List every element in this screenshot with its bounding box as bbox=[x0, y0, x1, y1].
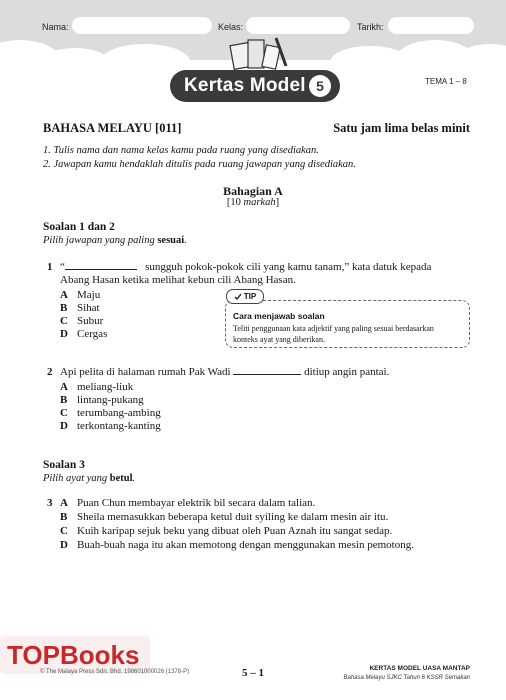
option-text: lintang-pukang bbox=[77, 394, 144, 406]
option-letter: A bbox=[60, 381, 68, 393]
option-letter: C bbox=[60, 525, 68, 537]
instruction-1: 1. Tulis nama dan nama kelas kamu pada ruang yang disediakan. bbox=[43, 145, 319, 156]
option-letter: B bbox=[60, 302, 68, 314]
option-letter: B bbox=[60, 511, 68, 523]
title-banner bbox=[170, 70, 340, 102]
option-letter: D bbox=[60, 539, 68, 551]
book-title: Bahasa Melayu SJKC Tahun 6 KSSR Semakan bbox=[343, 675, 470, 681]
option-letter: C bbox=[60, 407, 68, 419]
option-letter: B bbox=[60, 394, 68, 406]
option-text: terumbang-ambing bbox=[77, 407, 161, 419]
option-letter: A bbox=[60, 497, 68, 509]
watermark-logo: TOPBooks bbox=[7, 640, 140, 670]
group-1-instruction: Pilih jawapan yang paling sesuai. bbox=[43, 235, 187, 246]
page-title: Kertas Model bbox=[184, 75, 306, 96]
section-marks: [10 markah] bbox=[226, 197, 280, 208]
option-letter: D bbox=[60, 328, 68, 340]
nama-label: Nama: bbox=[42, 22, 69, 32]
question-1-text-line-2: Abang Hasan ketika melihat kebun cili Abang Hasan. bbox=[60, 274, 296, 286]
tema-label: TEMA 1 – 8 bbox=[425, 77, 467, 86]
tip-body-line-2: konteks ayat yang diberikan. bbox=[233, 335, 325, 344]
option-text: Kuih karipap sejuk beku yang dibuat oleh Puan Aznah itu sangat sedap. bbox=[77, 525, 393, 537]
section-title: Bahagian A bbox=[223, 184, 283, 198]
tip-badge: TIP bbox=[226, 289, 264, 304]
stationery-icon bbox=[228, 36, 290, 72]
option-text: Maju bbox=[77, 289, 101, 301]
option-text: terkontang-kanting bbox=[77, 420, 161, 432]
question-2-number: 2 bbox=[47, 366, 53, 378]
tarikh-label: Tarikh: bbox=[357, 22, 384, 32]
option-letter: C bbox=[60, 315, 68, 327]
tip-body-line-1: Teliti penggunaan kata adjektif yang paling sesuai berdasarkan bbox=[233, 324, 434, 333]
option-letter: A bbox=[60, 289, 68, 301]
group-3-heading: Soalan 3 bbox=[43, 459, 85, 471]
exam-duration: Satu jam lima belas minit bbox=[333, 121, 470, 135]
tip-title: Cara menjawab soalan bbox=[233, 311, 325, 321]
group-3-instruction: Pilih ayat yang betul. bbox=[43, 473, 136, 484]
check-icon bbox=[234, 293, 242, 301]
kelas-field[interactable] bbox=[246, 17, 350, 34]
option-letter: D bbox=[60, 420, 68, 432]
kelas-label: Kelas: bbox=[218, 22, 244, 32]
question-1-number: 1 bbox=[47, 261, 53, 273]
question-1-text: “ sungguh pokok-pokok cili yang kamu tanam,” kata datuk kepada bbox=[60, 261, 432, 273]
nama-field[interactable] bbox=[72, 17, 212, 34]
option-text: Sheila memasukkan beberapa ketul duit syiling ke dalam mesin air itu. bbox=[77, 511, 389, 523]
series-title: KERTAS MODEL UASA MANTAP bbox=[369, 665, 470, 672]
option-text: Sihat bbox=[77, 302, 100, 314]
answer-blank bbox=[233, 374, 301, 375]
page-number: 5 – 1 bbox=[242, 667, 264, 679]
option-text: Buah-buah naga itu akan memotong dengan menggunakan mesin pemotong. bbox=[77, 539, 414, 551]
publisher-credit: © The Malaya Press Sdn. Bhd. 198601000026 (1378-P) bbox=[40, 669, 190, 675]
instruction-2: 2. Jawapan kamu hendaklah ditulis pada ruang jawapan yang disediakan. bbox=[43, 159, 356, 170]
option-text: meliang-liuk bbox=[77, 381, 134, 393]
paper-number-badge: 5 bbox=[309, 75, 331, 97]
question-3-number: 3 bbox=[47, 497, 53, 509]
question-2-text: Api pelita di halaman rumah Pak Wadi ditiup angin pantai. bbox=[60, 366, 390, 378]
option-text: Puan Chun membayar elektrik bil secara dalam talian. bbox=[77, 497, 316, 509]
option-text: Cergas bbox=[77, 328, 108, 340]
group-1-heading: Soalan 1 dan 2 bbox=[43, 221, 115, 233]
subject-code: BAHASA MELAYU [011] bbox=[43, 121, 182, 135]
option-text: Subur bbox=[77, 315, 104, 327]
answer-blank bbox=[65, 269, 137, 270]
tarikh-field[interactable] bbox=[388, 17, 474, 34]
